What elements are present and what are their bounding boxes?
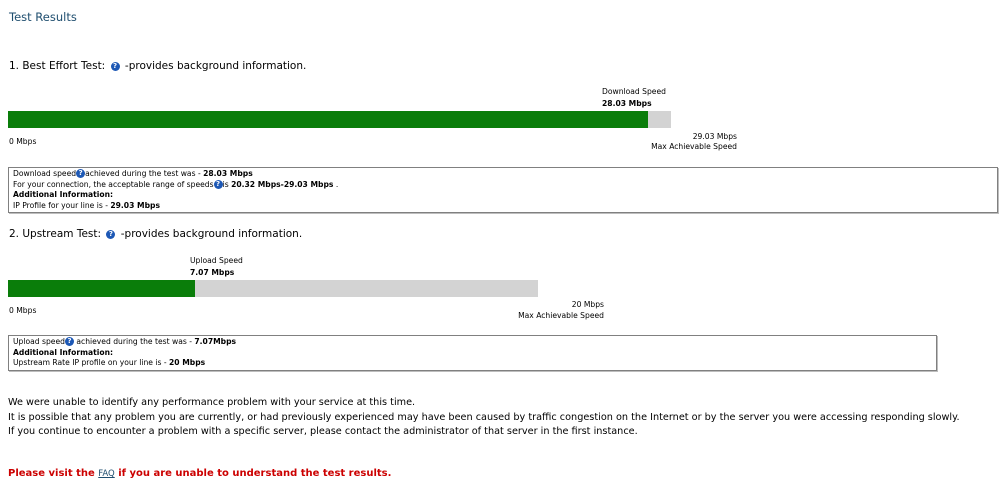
question-icon[interactable]: ? — [76, 169, 85, 178]
upload-info-box — [8, 335, 937, 371]
upload-speed-bar-fill — [8, 280, 195, 297]
download-info-box — [8, 167, 998, 213]
upload-max-label: Max Achievable Speed — [518, 311, 604, 320]
best-effort-heading-suffix: -provides background information. — [124, 60, 307, 72]
result-message-line-2: It is possible that any problem you are currently, or had previously experienced may have been caused by traffic congestion on the Internet or by the server you were accessing responding slowly. — [8, 411, 960, 423]
result-message-line-3: If you continue to encounter a problem with a specific server, please contact the administrator of that server in the first instance. — [8, 426, 638, 438]
upload-min-label: 0 Mbps — [9, 306, 37, 315]
download-info-text: Download speed — [13, 169, 77, 178]
download-info-text: achieved during the test was - — [85, 169, 204, 178]
download-info-line-2 — [13, 180, 993, 191]
upload-max-value: 20 Mbps — [571, 300, 604, 309]
acceptable-speed-range: 20.32 Mbps-29.03 Mbps — [231, 179, 334, 189]
faq-notice-pre: Please visit the — [8, 468, 99, 479]
upload-info-text: Upload speed — [13, 337, 65, 346]
download-info-line-1 — [13, 169, 993, 180]
upload-speed-bar — [8, 280, 538, 297]
download-min-label: 0 Mbps — [9, 137, 37, 146]
best-effort-heading-label: 1. Best Effort Test: — [9, 60, 106, 72]
upload-info-line-3 — [13, 358, 932, 369]
download-speed-achieved: 28.03 Mbps — [203, 169, 253, 178]
upload-speed-achieved: 7.07Mbps — [194, 337, 237, 346]
upstream-heading-suffix: -provides background information. — [120, 228, 303, 240]
page-title: Test Results — [9, 10, 77, 24]
upstream-heading — [9, 228, 302, 240]
download-speed-bar — [8, 111, 671, 128]
download-additional-info-label: Additional Information: — [13, 190, 114, 200]
upstream-heading-label: 2. Upstream Test: — [9, 228, 102, 240]
question-icon[interactable]: ? — [214, 180, 223, 189]
result-message-line-1: We were unable to identify any performance problem with your service at this time. — [8, 397, 416, 408]
download-info-text: is — [222, 179, 232, 189]
download-max-label: Max Achievable Speed — [651, 142, 737, 151]
upload-speed-label: Upload Speed — [190, 256, 243, 265]
faq-notice — [8, 468, 391, 479]
upload-info-line-1 — [13, 337, 932, 348]
ip-profile-value: 29.03 Mbps — [110, 200, 160, 210]
download-info-line-4 — [13, 201, 993, 212]
upload-info-text: achieved during the test was - — [73, 337, 195, 346]
download-max-value: 29.03 Mbps — [692, 132, 737, 141]
upstream-ip-profile-value: 20 Mbps — [168, 358, 206, 368]
result-message — [8, 396, 960, 440]
upload-speed-value: 7.07 Mbps — [190, 268, 235, 277]
download-speed-label: Download Speed — [602, 87, 666, 96]
download-info-text: . — [333, 179, 339, 189]
faq-notice-post: if you are unable to understand the test results. — [114, 468, 392, 479]
question-icon[interactable]: ? — [106, 230, 115, 239]
question-icon[interactable]: ? — [65, 337, 74, 346]
download-info-text: For your connection, the acceptable range of speeds — [13, 179, 214, 189]
download-speed-bar-fill — [8, 111, 648, 128]
upload-additional-info-label: Additional Information: — [13, 347, 114, 357]
question-icon[interactable]: ? — [111, 62, 120, 71]
download-info-text: IP Profile for your line is - — [13, 200, 111, 210]
download-speed-value: 28.03 Mbps — [602, 99, 652, 108]
best-effort-heading — [9, 60, 306, 72]
faq-link[interactable]: FAQ — [98, 469, 115, 479]
upload-info-text: Upstream Rate IP profile on your line is - — [13, 358, 169, 368]
